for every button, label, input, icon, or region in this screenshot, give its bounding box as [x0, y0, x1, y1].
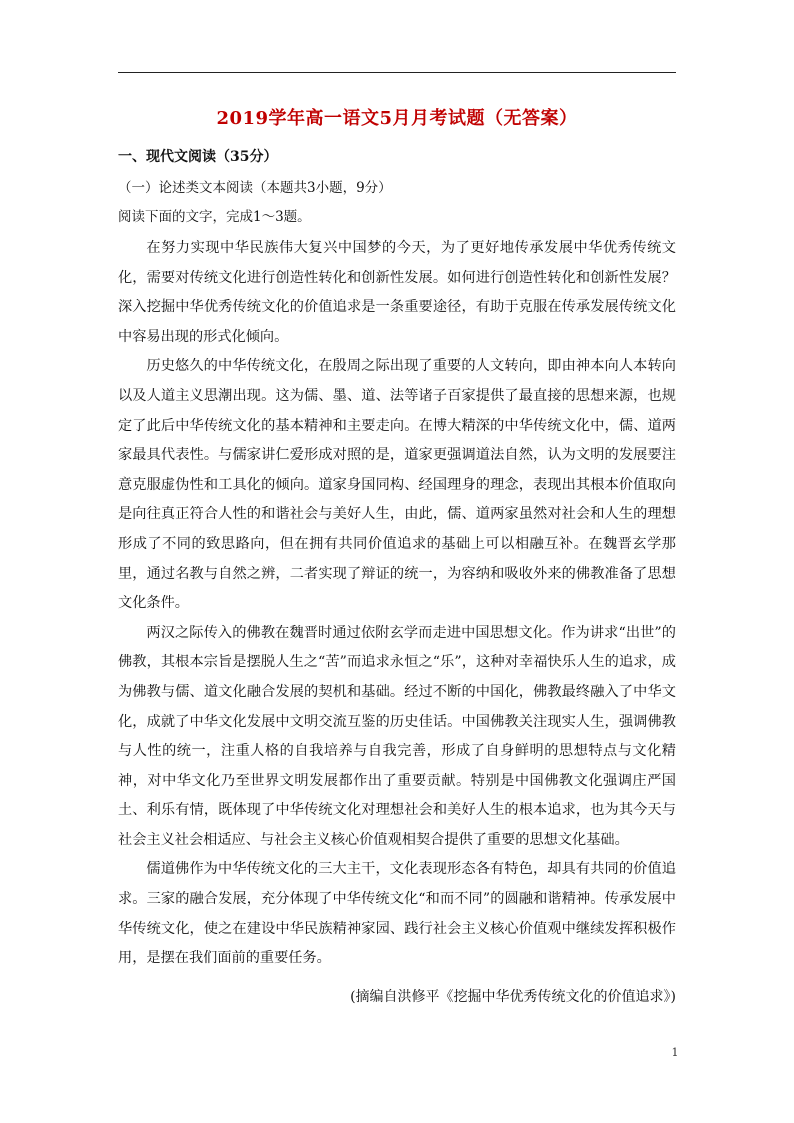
- document-title: 2019学年高一语文5月月考试题（无答案）: [216, 108, 578, 129]
- passage-paragraph: 儒道佛作为中华传统文化的三大主干，文化表现形态各有特色，却具有共同的价值追求。三家的融合发展，充分体现了中华传统文化“和而不同”的圆融和谐精神。传承发展中华传统文化，使之在建设中华民族精神家园、践行社会主义核心价值观中继续发挥积极作用，是摆在我们面前的重要任务。: [118, 861, 676, 967]
- section-heading: 一、现代文阅读（35分）: [118, 149, 278, 165]
- passage-body: [118, 234, 676, 974]
- subsection-heading: （一）论述类文本阅读（本题共3小题，9分）: [118, 180, 392, 196]
- passage-paragraph: 两汉之际传入的佛教在魏晋时通过依附玄学而走进中国思想文化。作为讲求“出世”的佛教，其根本宗旨是摆脱人生之“苦”而追求永恒之“乐”，这种对幸福快乐人生的追求，成为佛教与儒、道文化融合发展的契机和基础。经过不断的中国化，佛教最终融入了中华文化，成就了中华文化发展中文明交流互鉴的历史佳话。中国佛教关注现实人生，强调佛教与人性的统一，注重人格的自我培养与自我完善，形成了自身鲜明的思想特点与文化精神，对中华文化乃至世界文明发展都作出了重要贡献。特别是中国佛教文化强调庄严国土、利乐有情，既体现了中华传统文化对理想社会和美好人生的根本追求，也为其今天与社会主义社会相适应、与社会主义核心价值观相契合提供了重要的思想文化基础。: [118, 624, 676, 848]
- page-number: 1: [671, 1046, 679, 1059]
- reading-instruction: 阅读下面的文字，完成1～3题。: [118, 209, 311, 225]
- passage-source: (摘编自洪修平《挖掘中华优秀传统文化的价值追求》): [350, 989, 676, 1005]
- passage-paragraph: 历史悠久的中华传统文化，在殷周之际出现了重要的人文转向，即由神本向人本转向以及人道主义思潮出现。这为儒、墨、道、法等诸子百家提供了最直接的思想来源，也规定了此后中华传统文化的基本精神和主要走向。在博大精深的中华传统文化中，儒、道两家最具代表性。与儒家讲仁爱形成对照的是，道家更强调道法自然，认为文明的发展要注意克服虚伪性和工具化的倾向。道家身国同构、经国理身的理念，表现出其根本价值取向是向往真正符合人性的和谐社会与美好人生，由此，儒、道两家虽然对社会和人生的理想形成了不同的致思路向，但在拥有共同价值追求的基础上可以相融互补。在魏晋玄学那里，通过名教与自然之辨，二者实现了辩证的统一，为容纳和吸收外来的佛教准备了思想文化条件。: [118, 358, 676, 612]
- passage-paragraph: 在努力实现中华民族伟大复兴中国梦的今天，为了更好地传承发展中华优秀传统文化，需要对传统文化进行创造性转化和创新性发展。如何进行创造性转化和创新性发展？深入挖掘中华优秀传统文化的价值追求是一条重要途径，有助于克服在传承发展传统文化中容易出现的形式化倾向。: [118, 240, 676, 345]
- header-rule: [118, 72, 676, 73]
